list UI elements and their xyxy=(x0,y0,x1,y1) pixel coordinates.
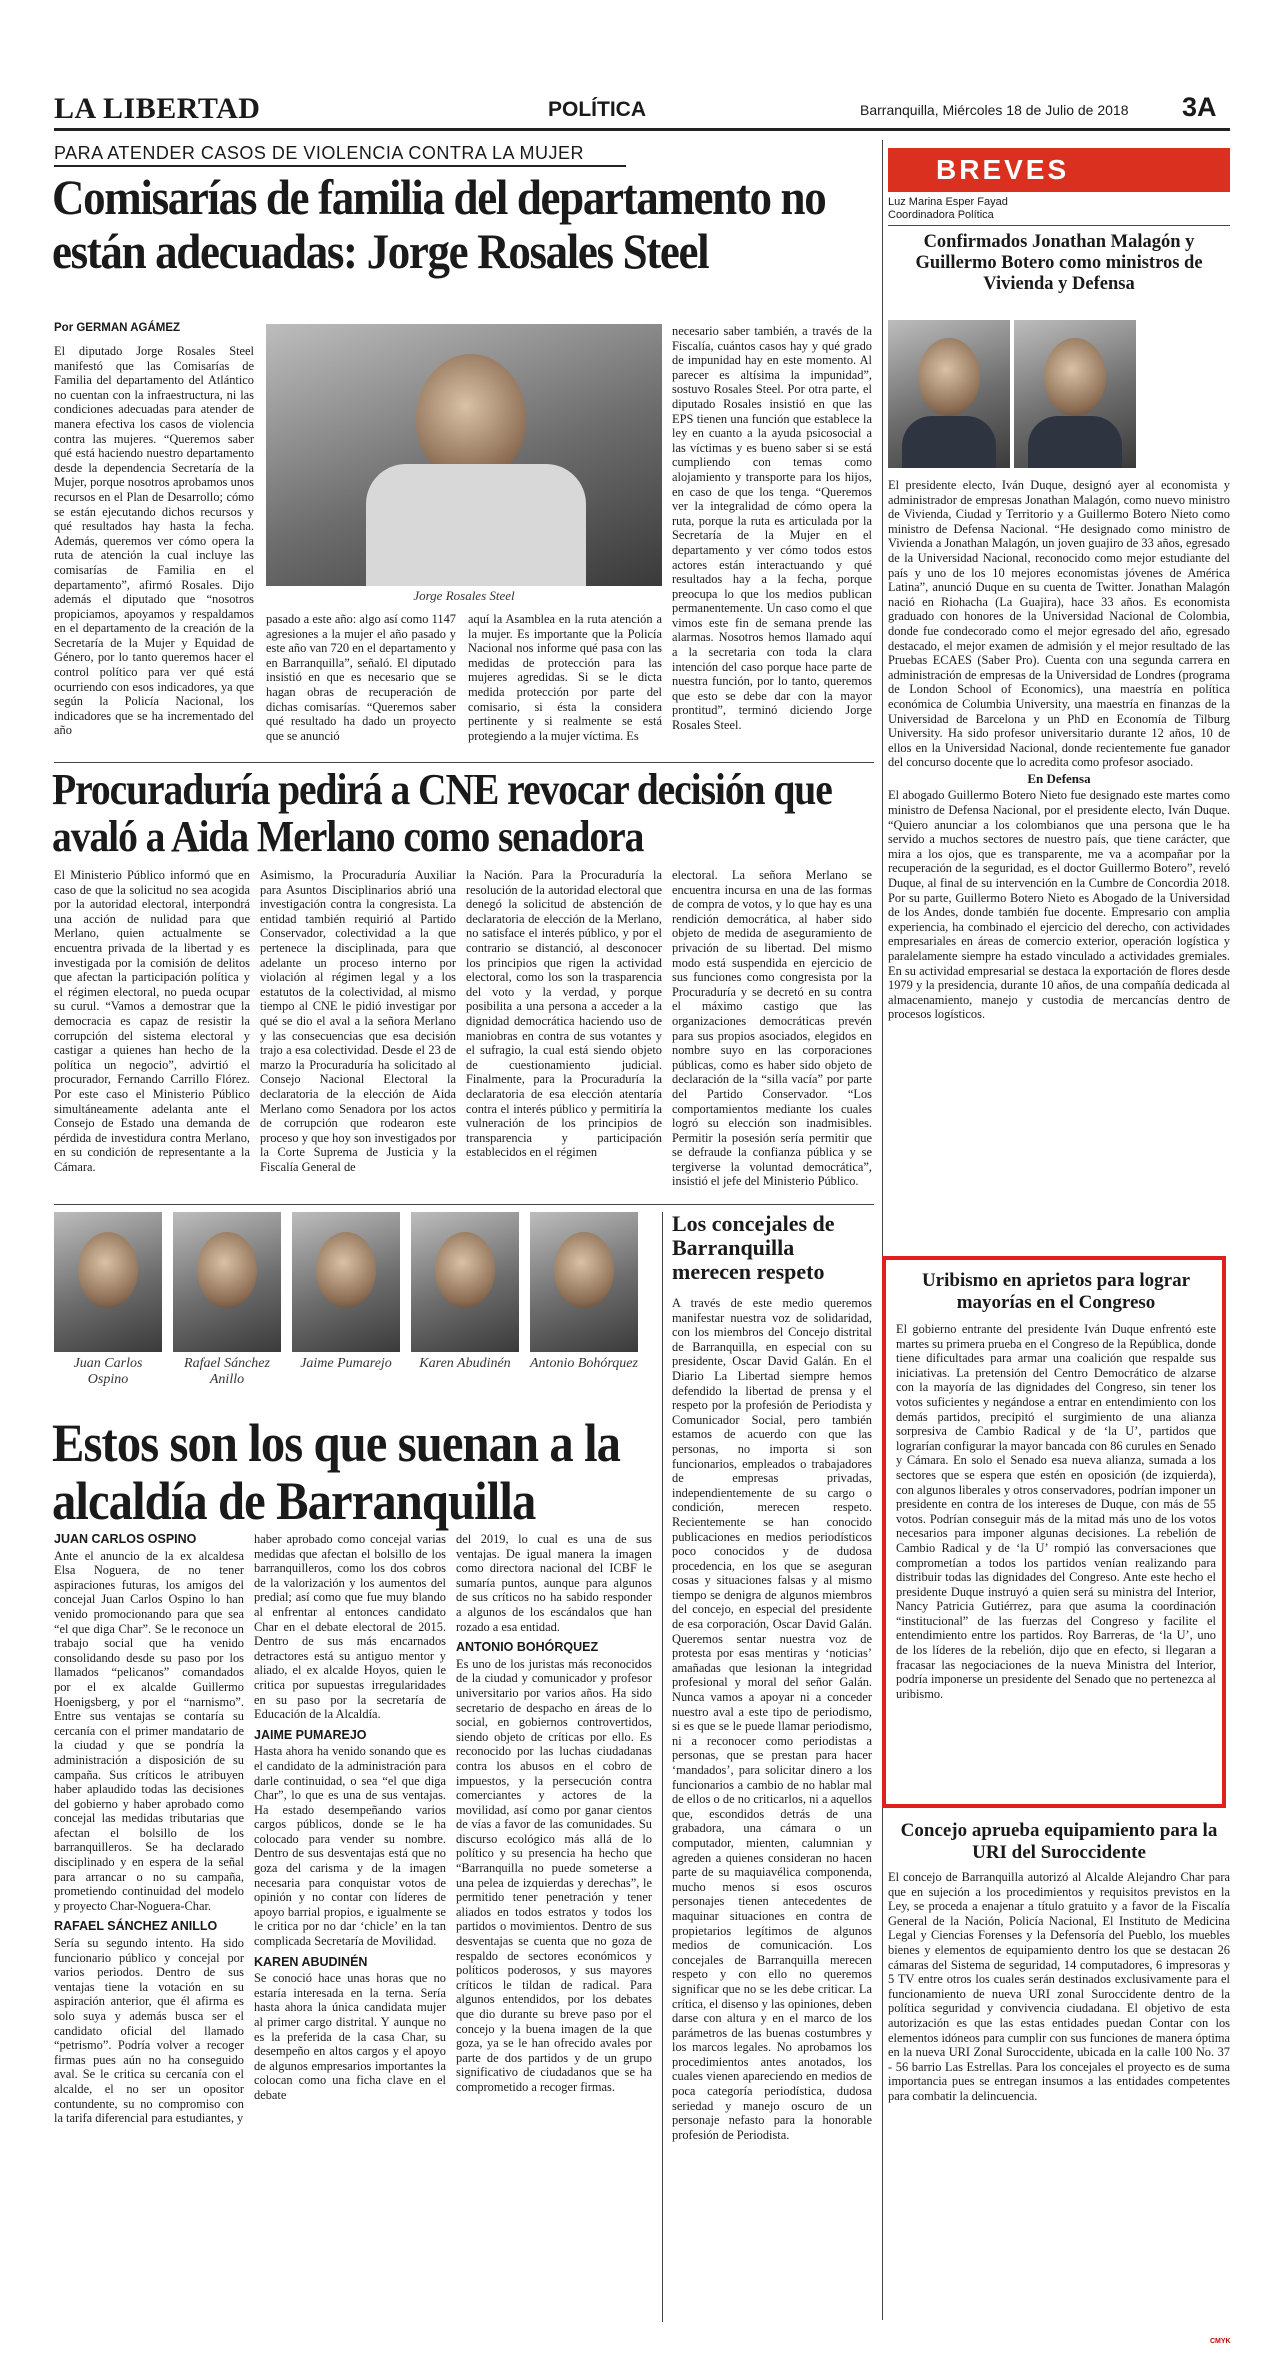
alcaldia-col-1-text-1: Ante el anuncio de la ex alcaldesa Elsa Noguera, de no tener aspiraciones futuras, los amigos del concejal Juan Carlos Ospino lo han venido promocionando para que sea “el que diga Char”. Se le reconoce un trabajo social que ha venido consolidando desde su paso por los llamados “pelicanos” comandados por el ex alcalde Guillermo Hoenigsberg, y por el “narnismo”. Entre sus ventajas se contaría su cercanía con el primer mandatario de la ciudad y que se pondría la administración a disposición de su campaña. Sus críticos le atribuyen haber aplaudido todas las decisiones del gobierno y haber aprobado como concejal las medidas tributarias que afectan el bolsillo de los barranquilleros. Se ha declarado disciplinado y en espera de la señal para arrancar o no su campaña, prometiendo continuidad del modelo y proyecto Char-Noguera-Char. xyxy=(54,1548,244,1913)
alcaldia-col-3 xyxy=(456,1532,652,2322)
alcaldia-col-1-head-1: JUAN CARLOS OSPINO xyxy=(54,1532,197,1546)
portrait-1-photo xyxy=(54,1212,162,1352)
brief-1-subhead: En Defensa xyxy=(1027,770,1091,786)
brief-1-text-2: El abogado Guillermo Botero Nieto fue designado este martes como ministro de Defensa Nacional, por el presidente electo, Iván Duque. “Quiero anunciar a los colombianos que una persona que le ha servido a muchos sectores de nuestro país, que tiene carácter, que mira a los ojos, que es transparente, me va a acompañar por la recuperación de la seguridad, es el doctor Guillermo Botero”, reveló Duque, al final de su intervención en la Cumbre de Concordia 2018. Por su parte, Guillermo Botero Nieto es Abogado de la Universidad de los Andes, donde también fue docente. Empresario con amplia experiencia, ha combinado el ejercicio del derecho, con actividades empresariales en áreas de comercio exterior, operación logística y paralelamente siempre ha estado vinculado a actividades gremiales. En su actividad empresarial se destaca la exportación de flores desde 1979 y la presidencia, durante 10 años, de una compañía dedicada al almacenamiento, manejo y custodia de mercancías dentro de procesos logísticos. xyxy=(888,788,1230,1022)
procuraduria-col-1 xyxy=(54,868,250,1198)
procuraduria-col-4 xyxy=(672,868,872,1198)
lead-col-4-text: necesario saber también, a través de la Fiscalía, cuántos casos hay y qué grado de impunidad hay en este momento. Al parecer es altísima la impunidad”, sostuvo Rosales Steel. Por otra parte, el diputado Rosales insistió en que las EPS tienen una función que establece la ley en cuanto a la ayuda psicosocial a las víctimas y es bueno saber si se está cumpliendo con temas como alojamiento y transporte para los hijos, en caso de que los tenga. “Queremos ver la integralidad de cómo opera la ruta, porque la ruta es articulada por la Secretaría de la Mujer en el departamento y ver cómo todos estos actores están interactuando y qué resultados hay a la fecha, porque preocupa lo que los medios publican permanentemente. Un caso como el que vimos este fin de semana prende las alarmas. Nosotros hemos llamado aquí a la secretaria con toda la clara intención del caso porque hace parte de nuestra función, por lo tanto, queremos que esto se debe dar con la mayor prontitud”, terminó diciendo Jorge Rosales Steel. xyxy=(672,324,872,733)
portrait-1 xyxy=(54,1212,162,1388)
alcaldia-col-3-text-2: Es uno de los juristas más reconocidos de la ciudad y comunicador y profesor universitario por varios años. Ha sido secretario de despacho en áreas de lo social, en gobiernos controvertidos, siendo objeto de críticas por ello. Es reconocido por las luchas ciudadanas contra los abusos en el cobro de impuestos, y la persecución contra comerciantes y actores de la movilidad, así como por ganar cientos de vías a favor de las comunidades. Su discurso ecológico más allá de lo político y su presencia ha hecho que “Barranquilla no puede someterse a una pelea de izquierdas y derechas”, le permitido tener penetración y tener aliados en todos estratos y todos los partidos o movimientos. Dentro de sus desventajas se cuenta que no goza de respaldo de sectores económicos y políticos poderosos, y sus mayores críticos le tildan de radical. Para algunos entendidos, por los debates que dio durante su breve paso por el concejo y la buena imagen de la que goza, ya se le han ofrecido avales por parte de dos partidos y de un grupo significativo de ciudadanos que se ha comprometido a recoger firmas. xyxy=(456,1656,652,2094)
lead-photo xyxy=(266,324,662,586)
brief-1-photo-botero xyxy=(1014,320,1136,468)
lead-col-1 xyxy=(54,344,254,754)
procuraduria-col-3-text: la Nación. Para la Procuraduría la resolución de la autoridad electoral que denegó la solicitud de abstención de declaratoria de elección de la Merlano, no satisface el interés público, y por el contrario se distanció, al desconocer los principios que rigen la actividad electoral, como los son la trasparencia del voto y la verdad, y porque posibilita a una persona a acceder a la dignidad democrática haciendo uso de maniobras en contra de sus votantes y el sufragio, la cual está siendo objeto de cuestionamiento judicial. Finalmente, para la Procuraduría la declaratoria de esa elección atentaría contra el interés público y permitiría la vulneración de los principios de transparencia y participación establecidos en el régimen xyxy=(466,868,662,1160)
concejales-body xyxy=(672,1296,872,2322)
lead-kicker: PARA ATENDER CASOS DE VIOLENCIA CONTRA LA MUJER xyxy=(54,143,584,163)
procuraduria-headline: Procuraduría pedirá a CNE revocar decisión que avaló a Aida Merlano como senadora xyxy=(52,765,832,861)
alcaldia-col-3-head-2: ANTONIO BOHÓRQUEZ xyxy=(456,1640,599,1655)
concejales-left-rule xyxy=(662,1212,663,2322)
lead-kicker-rule xyxy=(54,165,626,167)
concejales-headline: Los concejales de Barranquilla merecen respeto xyxy=(672,1211,835,1284)
portrait-5-photo xyxy=(530,1212,638,1352)
lead-col-3 xyxy=(468,612,662,752)
alcaldia-col-2-text-2: Hasta ahora ha venido sonando que es el candidato de la administración para darle continuidad, o sea “el que diga Char”, lo que es una de sus ventajas. Ha estado desempeñando varios cargos públicos, donde se le ha colocado para vender su nombre. Dentro de sus desventajas está que no goza del carisma y de la imagen necesaria para conquistar votos de opinión y no contar con líderes de apoyo barrial propios, e igualmente se le critica por no dar ‘chicle’ en la tan complicada Secretaría de Movilidad. xyxy=(254,1744,446,1949)
portrait-3-photo xyxy=(292,1212,400,1352)
procuraduria-col-3 xyxy=(466,868,662,1198)
lead-col-4 xyxy=(672,324,872,754)
masthead-rule xyxy=(54,128,1230,131)
procuraduria-col-2-text: Asimismo, la Procuraduría Auxiliar para Asuntos Disciplinarios abrió una investigación contra la congresista. La entidad también requirió al Partido Conservador, colectividad a la que pertenece la disciplinada, para que adelante un proceso interno por violación al régimen legal y a los estatutos de la colectividad, al mismo tiempo al CNE le pidió investigar por qué se dio el aval a la señora Merlano y las consecuencias que esa decisión trajo a esa colectividad. Desde el 23 de marzo la Procuraduría ha solicitado al Consejo Nacional Electoral la declaratoria de la elección de Aida Merlano como Senadora por los actos de corrupción que rodearon este proceso y que hoy son investigados por la Corte Suprema de Justicia y la Fiscalía General de xyxy=(260,868,456,1174)
procuraduria-col-4-text: electoral. La señora Merlano se encuentra incursa en una de las formas de compra de votos, y lo que hay es una rendición democrática, al haber sido objeto de medida de aseguramiento de privación de su libertad. Del mismo modo está suspendida en ejercicio de sus funciones como congresista por la Procuraduría y se decretó en su contra el máximo castigo que las organizaciones democráticas prevén para sus propios asociados, elegidos en nombre suyo en las corporaciones públicas, como es haber sido objeto de declaración de la “silla vacía” por parte del Partido Conservador. “Los comportamientos mediante los cuales logró su elección son inadmisibles. Permitir la posesión sería permitir que se defraude la confianza pública y se tergiverse la voluntad democrática”, insistió el jefe del Ministerio Público. xyxy=(672,868,872,1189)
breves-title: BREVES xyxy=(936,154,1070,185)
portrait-2-photo xyxy=(173,1212,281,1352)
portrait-2 xyxy=(173,1212,281,1388)
brief-3-body xyxy=(888,1870,1230,2322)
brief-3-headline: Concejo aprueba equipamiento para la URI del Suroccidente xyxy=(900,1820,1218,1863)
portrait-5 xyxy=(530,1212,638,1372)
lead-col-2-text: pasado a este año: algo así como 1147 agresiones a la mujer el año pasado y este año van 720 en el departamento y en Barranquilla”, señaló. El diputado insistió en que es necesario que se hagan obras de recuperación de dichas comisarías. “Queremos saber qué resultado ha dado un proyecto que se anunció xyxy=(266,612,456,743)
brief-3-text: El concejo de Barranquilla autorizó al Alcalde Alejandro Char para que en sujeción a los procedimientos y requisitos previstos en la Ley, se proceda a enajenar a título gratuito y a favor de la Fiscalía General de la Nación, Policía Nacional, El Instituto de Medicina Legal y Ciencias Forenses y la Defensoría del Pueblo, los muebles bienes y elementos de equipamiento dentro los que se destacan 26 cámaras del Sistema de seguridad, 14 computadores, 6 impresoras y 5 TV entre otros los cuales serán destinados exclusivamente para el funcionamiento de nueva URI zonal Suroccidente dentro de la política seguridad y convivencia ciudadana. El objetivo de esta autorización es que las estas entidades puedan Contar con los elementos idóneos para cumplir con sus funciones de manera óptima en la nueva URI Zonal Suroccidente, ubicada en la calle 100 No. 37 - 56 barrio Las Estrellas. Para los concejales el proyecto es de suma importancia pues se entregan insumos a las entidades competentes para combatir la delincuencia. xyxy=(888,1870,1230,2103)
portrait-4 xyxy=(411,1212,519,1372)
procuraduria-col-2 xyxy=(260,868,456,1198)
alcaldia-col-1-text-2: Sería su segundo intento. Ha sido funcionario público y concejal por varios periodos. Dentro de sus ventajas tiene la votación en su aspiración anterior, que él afirma es solo suya y además busca ser el candidato oficial del llamado “petrismo”. Podría volver a recoger firmas pues aún no ha conseguido aval. Se le critica su cercanía con el alcalde, el no ser un opositor contundente, su no compromiso con la tarifa diferencial para estudiantes, y xyxy=(54,1936,244,2126)
brief-2-body xyxy=(896,1322,1216,1800)
alcaldia-col-1-head-2: RAFAEL SÁNCHEZ ANILLO xyxy=(54,1919,218,1934)
portrait-4-caption: Karen Abudinén xyxy=(419,1356,511,1371)
brief-2-text: El gobierno entrante del presidente Iván Duque enfrentó este martes su primera prueba en el Congreso de la República, donde tiene dificultades para armar una coalición que respalde sus iniciativas. La pretensión del Centro Democrático de alzarse con la mayoría de las dignidades del Congreso, sin tener los votos suficientes y negándose a entrar en entendimiento con los demás partidos, precipitó el surgimiento de una alianza sorpresiva de Cambio Radical y de ‘la U’, partidos que lograrían configurar la mayor bancada con 86 curules en Senado y Cámara. En solo el Senado esa nueva alianza, sumada a los sectores que se espera que estén en oposición (de izquierda), con algunos liberales y otros conservadores, podrían imponer un presidente en contra de los intereses de Duque, con más de 55 votos. Podrían conseguir más de la mitad más uno de los votos necesarios para imponer algunas decisiones. La rebelión de Cambio Radical y de ‘la U’ rompió las conversaciones que comprometían a todos los partidos venían realizando para distribuir todas las dignidades del Congreso. Ante este hecho el presidente Duque instruyó a quien será su ministra del Interior, Nancy Patricia Gutiérrez, para que asuma la coordinación “institucional” de las fuerzas del Congreso y facilite el entendimiento entre los partidos. Roy Barreras, de ‘la U’, uno de los líderes de la rebelión, dijo que en efecto, si llegaran a fracasar las negociaciones de la nueva Ministra del Interior, podría imponerse un presidente del Senado que no pertenezca al uribismo. xyxy=(896,1322,1216,1701)
portrait-1-caption: Juan Carlos Ospino xyxy=(73,1356,143,1387)
alcaldia-col-1 xyxy=(54,1532,244,2322)
alcaldia-col-2-text-1: haber aprobado como concejal varias medidas que afectan el bolsillo de los barranquilleros, como los dos cobros de la valorización y los aumentos del predial; así como que fue muy blando al enfrentar al entonces candidato Char en el debate electoral de 2015. Dentro de sus más encarnados detractores está su antiguo mentor y aliado, el ex alcalde Hoyos, quien le critica por supuestas irregularidades en su paso por la secretaría de Educación de la Alcaldía. xyxy=(254,1532,446,1722)
alcaldia-col-2-head-2: JAIME PUMAREJO xyxy=(254,1727,367,1742)
breves-editor-name: Luz Marina Esper Fayad xyxy=(888,196,1008,208)
lead-headline: Comisarías de familia del departamento no están adecuadas: Jorge Rosales Steel xyxy=(52,169,826,279)
concejales-text: A través de este medio queremos manifestar nuestra voz de solidaridad, con los miembros del Concejo distrital de Barranquilla, en especial con su presidente, Oscar David Galán. En el Diario La Libertad siempre hemos defendido la libertad de prensa y el respeto por la profesión de Periodista y Comunicador Social, pero también estamos de acuerdo con que las personas, no importa si son funcionarios, empleados o trabajadores de empresas privadas, independientemente de su cargo o condición, merecen respeto. Recientemente se han conocido publicaciones en medios periodísticos poco conocidos y de dudosa procedencia, en los que se aseguran cosas y situaciones falsas y al mismo tiempo se denigra de algunos miembros del concejo, en especial del presidente de esa corporación, Oscar David Galán. Queremos sentar nuestra voz de protesta por esas mentiras y ‘noticias’ amañadas que lesionan la integridad profesional y moral del señor Galán. Nunca vamos a apoyar ni a conceder nuestro aval a este tipo de periodismo, si es que se le puede llamar periodismo, ni a reconocer como periodistas a personas, que se prestan para hacer ‘mandados’, para solicitar dinero a los funcionarios a cambio de no hablar mal de ellos o de no criticarlos, ni a aquellos que, escondidos detrás de una grabadora, una cámara o un computador, mienten, calumnian y agreden a quienes consideran no hacen parte de su maquiavélica componenda, mucho menos si esos oscuros personajes tienen antecedentes de maquinar situaciones en contra de propietarios legítimos de algunos medios de comunicación. Los concejales de Barranquilla merecen respeto y con ello no queremos significar que no se les debe criticar. La crítica, el disenso y las opiniones, deben darse con altura y en el marco de los parámetros de las buenas costumbres y los marcos legales. No aprobamos los procedimientos antes anotados, los cuales vienen apareciendo en medios de poca categoría periodística, dudosa seriedad y manejo oscuro de un personaje nefasto para la honorable profesión de Periodista. xyxy=(672,1296,872,2142)
lead-photo-caption: Jorge Rosales Steel xyxy=(413,588,515,603)
portrait-3-caption: Jaime Pumarejo xyxy=(300,1356,392,1371)
alcaldia-col-3-text-1: del 2019, lo cual es una de sus ventajas. De igual manera la imagen como directora nacional del ICBF le sumaría puntos, aunque para algunos de sus críticos no ha sabido responder a algunos de los escándalos que han rozado a esa entidad. xyxy=(456,1532,652,1634)
lead-byline: Por GERMAN AGÁMEZ xyxy=(54,322,181,334)
portrait-4-photo xyxy=(411,1212,519,1352)
page-number: 3A xyxy=(1182,92,1217,122)
lead-bottom-rule xyxy=(54,762,874,763)
lead-col-3-text: aquí la Asamblea en la ruta atención a la mujer. Es importante que la Policía Nacional nos informe qué pasa con las medidas de protección para las mujeres agredidas. Si se le dicta medida protección por parte del comisario, si ésta la considera pertinente y si realmente se está protegiendo a la mujer víctima. Es xyxy=(468,612,662,743)
photo-shirt xyxy=(366,464,586,586)
cmyk-mark: CMYK xyxy=(1210,2338,1231,2345)
lead-col-2 xyxy=(266,612,456,752)
breves-editor-role: Coordinadora Política xyxy=(888,209,994,221)
brief-1-photo-malagon xyxy=(888,320,1010,468)
portrait-5-caption: Antonio Bohórquez xyxy=(530,1356,638,1371)
procuraduria-col-1-text: El Ministerio Público informó que en caso de que la solicitud no sea acogida por la autoridad electoral, interpondrá una acción de nulidad para que Merlano, quien actualmente se encuentra privada de la libertad y es investigada por la comisión de delitos que afectan la participación política y el régimen electoral, no pueda ocupar su curul. “Vamos a demostrar que la democracia es capaz de resistir la corrupción del sistema electoral y castigar a quienes han hecho de la política un negocio”, advirtió el procurador, Fernando Carrillo Flórez. Por este caso el Ministerio Público simultáneamente adelanta ante el Consejo de Estado una demanda de pérdida de investidura contra Merlano, en su condición de representante a la Cámara. xyxy=(54,868,250,1174)
alcaldia-col-2 xyxy=(254,1532,446,2322)
issue-date: Barranquilla, Miércoles 18 de Julio de 2018 xyxy=(860,102,1129,118)
breves-left-rule xyxy=(882,140,883,2320)
brief-2-box xyxy=(882,1256,1226,1808)
alcaldia-headline: Estos son los que suenan a la alcaldía de Barranquilla xyxy=(52,1413,621,1531)
breves-banner xyxy=(888,148,1230,192)
portrait-3 xyxy=(292,1212,400,1372)
procuraduria-bottom-rule xyxy=(54,1204,874,1205)
paper-name: LA LIBERTAD xyxy=(54,92,261,125)
lead-col-1-text: El diputado Jorge Rosales Steel manifestó que las Comisarías de Familia del departamento del Atlántico no cuentan con la infraestructura, ni las condiciones adecuadas para atender de manera efectiva los casos de violencia contra las mujeres. “Queremos saber qué está haciendo nuestro departamento desde la dependencia Secretaría de la Mujer, porque nosotros aprobamos unos recursos en el Plan de Desarrollo; cómo se están ejecutando dichos recursos y qué resultados hay hasta la fecha. Además, queremos ver cómo opera la ruta de atención la cual incluye las comisarías de Familia en el departamento”, afirmó Rosales. Dijo además el diputado que “nosotros propiciamos, apoyamos y respaldamos en el departamento de la creación de la Secretaría de la Mujer y Equidad de Género, por lo tanto queremos hacer el control político para ver qué está ocurriendo con esos indicadores, ya que según la Policía Nacional, los indicadores que se ha incrementado del año xyxy=(54,344,254,738)
portrait-row xyxy=(54,1212,638,1412)
portrait-2-caption: Rafael Sánchez Anillo xyxy=(184,1356,270,1387)
masthead xyxy=(54,88,1230,128)
section-name: POLÍTICA xyxy=(548,98,646,121)
brief-1-text: El presidente electo, Iván Duque, designó ayer al economista y administrador de empresas Jonathan Malagón, como nuevo ministro de Vivienda, Ciudad y Territorio y a Guillermo Botero Nieto como ministro de Defensa Nacional. “He designado como ministro de Vivienda a Jonathan Malagón, un joven guajiro de 33 años, egresado de la Universidad Nacional, reconocido como mejor estudiante del país y uno de los 10 mejores economistas jóvenes de América Latina”, anunció Duque en su cuenta de Twitter. Jonathan Malagón nació en Riohacha (La Guajira), hace 33 años. Es economista graduado con honores de la Universidad Nacional de Colombia, donde fue condecorado como el mejor egresado del año, egresado destacado, el mejor examen de admisión y el mejor resultado de las Pruebas ECAES (Saber Pro). Cuenta con una segunda carrera en administración de empresas de la Universidad de Londres (programa de London School of Economics), una maestría en política económica de Columbia University, una maestría en finanzas de la Universidad de Barcelona y un PhD en Economía de Tilburg University. Ha sido profesor universitario durante 12 años, 10 de ellos en la Universidad Nacional, donde recientemente fue ganador del concurso docente que lo acredita como profesor asociado. xyxy=(888,478,1230,770)
brief-1-headline: Confirmados Jonathan Malagón y Guillermo Botero como ministros de Vivienda y Defensa xyxy=(915,232,1203,294)
brief-2-headline: Uribismo en aprietos para lograr mayorías en el Congreso xyxy=(921,1270,1191,1313)
alcaldia-col-2-head-3: KAREN ABUDINÉN xyxy=(254,1954,368,1969)
breves-editor-rule xyxy=(888,225,1230,226)
alcaldia-col-2-text-3: Se conoció hace unas horas que no estaría interesada en la terna. Sería hasta ahora la única candidata mujer al primer cargo distrital. Y aunque no es la preferida de la casa Char, su desempeño en altos cargos y el apoyo de algunos empresarios importantes la colocan como una ficha clave en el debate xyxy=(254,1971,446,2102)
brief-1-body xyxy=(888,478,1230,1248)
